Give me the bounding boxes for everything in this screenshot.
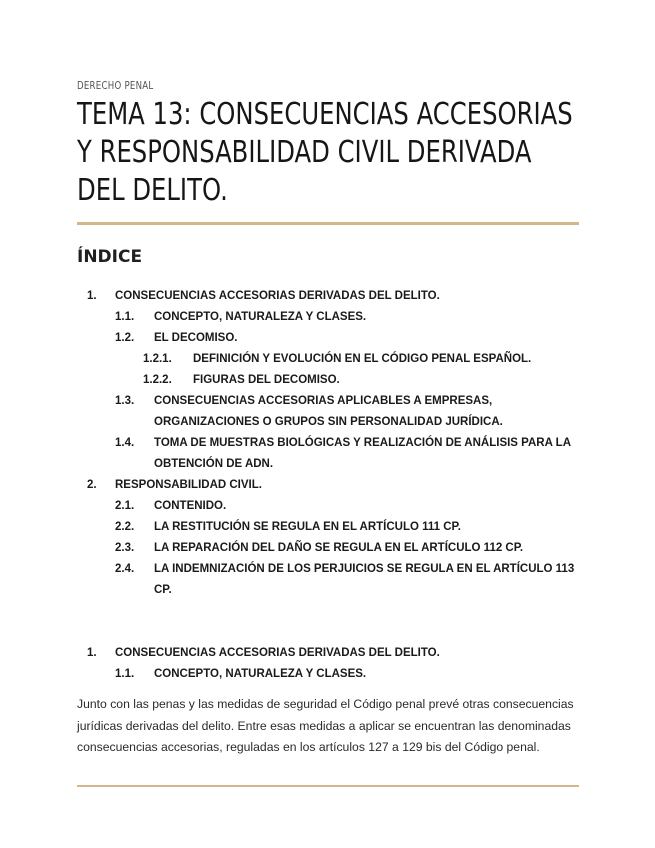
toc-item[interactable] [77, 391, 580, 433]
toc-item-text: DEFINICIÓN Y EVOLUCIÓN EN EL CÓDIGO PENAL ESPAÑOL. [193, 353, 532, 365]
subsection-number: 1.1. [115, 668, 135, 680]
toc-item-number: 1.1. [115, 311, 135, 323]
toc-item-number: 2.4. [115, 563, 135, 575]
toc-item-number: 1.2.1. [143, 353, 172, 365]
body-paragraph: Junto con las penas y las medidas de seguridad el Código penal prevé otras consecuencias jurídicas derivadas del delito. Entre esas medidas a aplicar se encuentran las denominadas consecuencias accesorias, reguladas en los artículos 127 a 129 bis del Código penal. [77, 697, 574, 754]
toc-item[interactable] [77, 370, 580, 391]
toc-item-number: 1.4. [115, 437, 135, 449]
toc-item-text: LA RESTITUCIÓN SE REGULA EN EL ARTÍCULO 111 CP. [154, 521, 461, 533]
subsection-heading [77, 664, 580, 685]
toc-item-text: CONTENIDO. [154, 500, 227, 512]
toc-item-text: TOMA DE MUESTRAS BIOLÓGICAS Y REALIZACIÓN DE ANÁLISIS PARA LA OBTENCIÓN DE ADN. [154, 437, 571, 470]
toc-item-text: EL DECOMISO. [154, 332, 238, 344]
subsection-title: CONCEPTO, NATURALEZA Y CLASES. [154, 668, 367, 680]
toc-item-text: CONSECUENCIAS ACCESORIAS APLICABLES A EMPRESAS, ORGANIZACIONES O GRUPOS SIN PERSONALIDAD JURÍDICA. [154, 395, 503, 428]
table-of-contents [77, 286, 580, 601]
toc-item-number: 2.2. [115, 521, 135, 533]
toc-item-number: 2.1. [115, 500, 135, 512]
toc-item-number: 1.2. [115, 332, 135, 344]
title-divider [77, 222, 579, 225]
toc-item[interactable] [77, 307, 580, 328]
toc-item[interactable] [77, 286, 580, 307]
toc-item-text: CONSECUENCIAS ACCESORIAS DERIVADAS DEL DELITO. [115, 290, 440, 302]
toc-item-text: FIGURAS DEL DECOMISO. [193, 374, 340, 386]
toc-item[interactable] [77, 433, 580, 475]
toc-item-number: 1. [87, 290, 97, 302]
toc-item[interactable] [77, 328, 580, 349]
toc-item-number: 1.3. [115, 395, 135, 407]
page-title: TEMA 13: CONSECUENCIAS ACCESORIAS Y RESPONSABILIDAD CIVIL DERIVADA DEL DELITO. [77, 97, 573, 208]
toc-item-text: CONCEPTO, NATURALEZA Y CLASES. [154, 311, 367, 323]
toc-item-text: RESPONSABILIDAD CIVIL. [115, 479, 262, 491]
footer-divider [77, 785, 579, 787]
toc-item-text: LA INDEMNIZACIÓN DE LOS PERJUICIOS SE REGULA EN EL ARTÍCULO 113 CP. [154, 563, 575, 596]
toc-item-number: 2. [87, 479, 97, 491]
toc-item[interactable] [77, 538, 580, 559]
toc-item[interactable] [77, 349, 580, 370]
section-headings [77, 643, 580, 685]
toc-item[interactable] [77, 475, 580, 496]
subject-label: DERECHO PENAL [77, 80, 154, 92]
section-title: CONSECUENCIAS ACCESORIAS DERIVADAS DEL DELITO. [115, 647, 440, 659]
section-heading [77, 643, 580, 664]
toc-item-text: LA REPARACIÓN DEL DAÑO SE REGULA EN EL ARTÍCULO 112 CP. [154, 542, 524, 554]
section-number: 1. [87, 647, 97, 659]
toc-item[interactable] [77, 496, 580, 517]
toc-item[interactable] [77, 559, 580, 601]
toc-item[interactable] [77, 517, 580, 538]
toc-item-number: 1.2.2. [143, 374, 172, 386]
index-heading: ÍNDICE [77, 247, 143, 267]
toc-item-number: 2.3. [115, 542, 135, 554]
